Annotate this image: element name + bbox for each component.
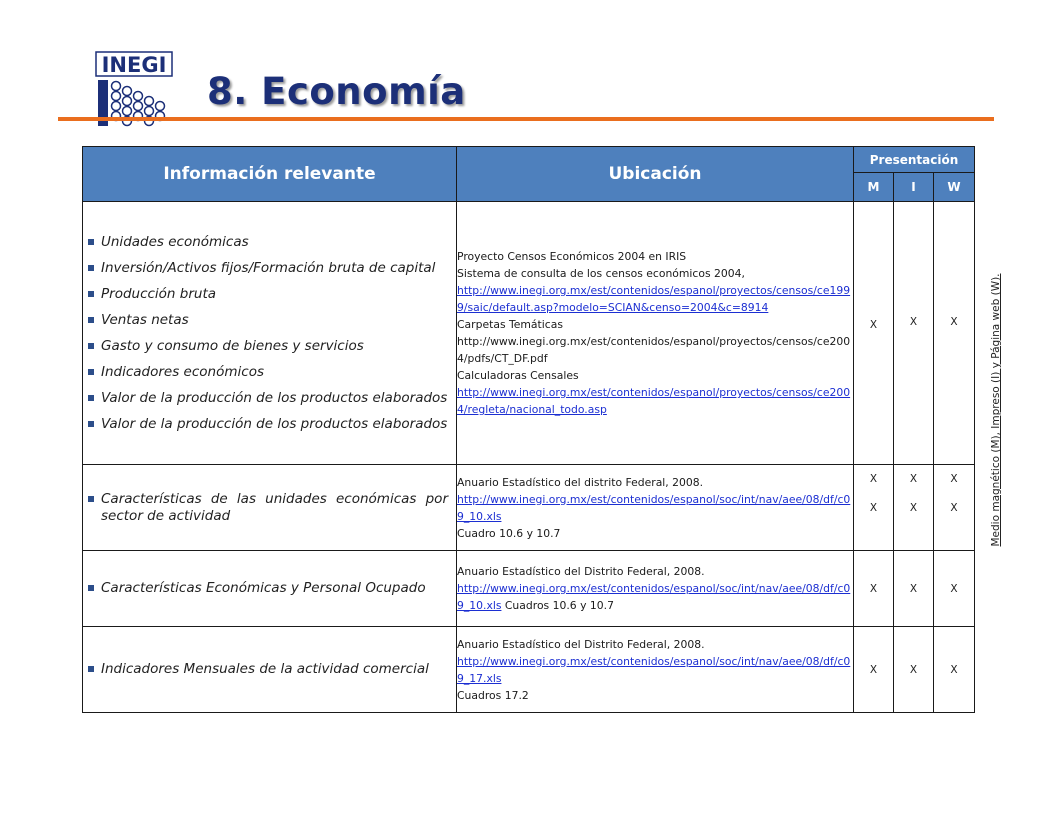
info-cell [83, 627, 457, 713]
location-cell [457, 627, 854, 713]
mark-cell-i [894, 202, 934, 485]
bullet-icon [88, 369, 94, 375]
information-table [82, 146, 975, 713]
location-text: Cuadros 10.6 y 10.7 [501, 599, 614, 612]
info-cell [83, 202, 457, 465]
header-col-w: W [934, 173, 975, 202]
location-cell [457, 551, 854, 627]
mark-m: X [854, 551, 894, 627]
list-item: Indicadores Mensuales de la actividad comercial [101, 661, 448, 678]
info-cell [83, 551, 457, 627]
mark-w-top: X [950, 316, 958, 328]
info-list [83, 234, 456, 433]
location-link[interactable]: http://www.inegi.org.mx/est/contenidos/espanol/soc/int/nav/aee/08/df/c09_10.xls [457, 492, 851, 523]
mark-w: X [934, 627, 975, 713]
mark-w: X [934, 551, 975, 627]
location-cell [457, 202, 854, 465]
bullet-icon [88, 343, 94, 349]
header-ubicacion: Ubicación [457, 147, 854, 202]
bullet-icon [88, 291, 94, 297]
bullet-icon [88, 265, 94, 271]
location-text: Anuario Estadístico del Distrito Federal, 2008. [457, 565, 705, 578]
mark-m: X [854, 627, 894, 713]
list-item: Características Económicas y Personal Ocupado [101, 580, 448, 597]
header-col-m: M [854, 173, 894, 202]
list-item: Inversión/Activos fijos/Formación bruta de capital [101, 260, 448, 277]
mark-m: X [854, 465, 894, 551]
header-presentacion: Presentación [854, 147, 975, 173]
mark-cell-m [854, 202, 894, 485]
mark-m-bottom: X [869, 473, 878, 485]
mark-m-top: X [869, 319, 878, 331]
list-item: Unidades económicas [101, 234, 448, 251]
location-link[interactable]: http://www.inegi.org.mx/est/contenidos/espanol/proyectos/censos/ce1999/saic/default.asp?modelo=SCIAN&censo=2004&c=8914 [457, 284, 851, 314]
table-row [83, 551, 975, 627]
location-text: Anuario Estadístico del Distrito Federal, 2008. [457, 637, 705, 651]
mark-cell-w [934, 202, 975, 485]
location-text: Proyecto Censos Económicos 2004 en IRIS [457, 250, 687, 263]
info-cell [83, 465, 457, 551]
table-row [83, 465, 975, 551]
bullet-icon [88, 585, 94, 591]
location-text: http://www.inegi.org.mx/est/contenidos/espanol/proyectos/censos/ce2004/pdfs/CT_DF.pdf [457, 335, 851, 365]
header-informacion: Información relevante [83, 147, 457, 202]
location-link[interactable]: http://www.inegi.org.mx/est/contenidos/espanol/soc/int/nav/aee/08/df/c09_17.xls [457, 654, 851, 685]
list-item: Producción bruta [101, 286, 448, 303]
location-text: Cuadros 17.2 [457, 688, 529, 702]
mark-i-bottom: X [909, 473, 918, 485]
bullet-icon [88, 666, 94, 672]
location-text: Carpetas Temáticas [457, 318, 563, 331]
mark-w-bottom: X [950, 473, 958, 485]
title-divider [58, 117, 994, 121]
bullet-icon [88, 421, 94, 427]
location-cell [457, 465, 854, 551]
table-row [83, 202, 975, 465]
mark-i: X [894, 627, 934, 713]
list-item: Características de las unidades económicas por sector de actividad [101, 491, 448, 525]
location-text: Cuadro 10.6 y 10.7 [457, 526, 561, 540]
bullet-icon [88, 317, 94, 323]
location-text: Sistema de consulta de los censos económicos 2004, [457, 267, 745, 280]
side-note-text: Medio magnético (M), Impreso (I) y Página web (W). [990, 273, 1002, 547]
bullet-icon [88, 395, 94, 401]
mark-i: X [894, 465, 934, 551]
mark-i: X [894, 551, 934, 627]
list-item: Gasto y consumo de bienes y servicios [101, 338, 448, 355]
list-item: Valor de la producción de los productos elaborados [101, 390, 448, 407]
list-item: Indicadores económicos [101, 364, 448, 381]
page-title: 8. Economía [207, 70, 466, 113]
bullet-icon [88, 496, 94, 502]
location-text: Anuario Estadístico del distrito Federal, 2008. [457, 475, 704, 489]
logo-text: INEGI [101, 53, 167, 77]
mark-w: X [934, 465, 975, 551]
header-col-i: I [894, 173, 934, 202]
list-item: Valor de la producción de los productos elaborados [101, 416, 448, 433]
location-link[interactable]: http://www.inegi.org.mx/est/contenidos/espanol/soc/int/nav/aee/08/df/c09_10.xls [457, 582, 851, 612]
location-text: Calculadoras Censales [457, 369, 579, 382]
side-note [986, 250, 1006, 570]
table-row [83, 627, 975, 713]
location-link[interactable]: http://www.inegi.org.mx/est/contenidos/espanol/proyectos/censos/ce2004/regleta/nacional_todo.asp [457, 386, 851, 416]
bullet-icon [88, 239, 94, 245]
mark-i-top: X [909, 316, 918, 328]
list-item: Ventas netas [101, 312, 448, 329]
